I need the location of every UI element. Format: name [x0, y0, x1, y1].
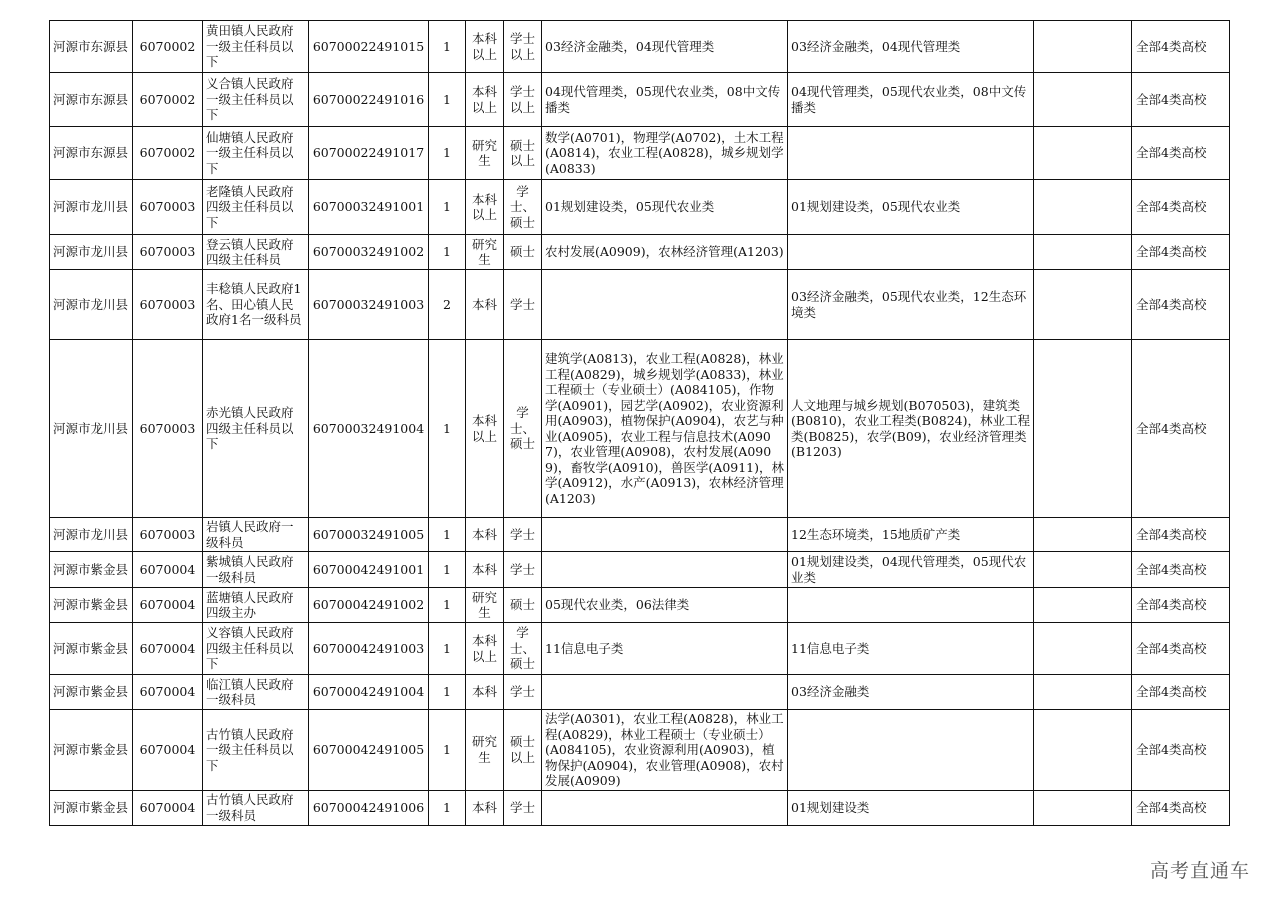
recruitment-table [49, 20, 1230, 826]
position-code-cell: 60700032491001 [309, 180, 429, 235]
employer-cell: 老隆镇人民政府四级主任科员以下 [203, 180, 309, 235]
school-requirement-cell: 全部4类高校 [1132, 552, 1230, 588]
position-code-cell: 60700032491005 [309, 518, 429, 552]
other-requirement-cell [1034, 73, 1132, 127]
other-requirement-cell [1034, 127, 1132, 180]
unit-code-cell: 6070004 [133, 588, 203, 623]
region-cell: 河源市紫金县 [50, 552, 133, 588]
other-requirement-cell [1034, 180, 1132, 235]
education-cell: 本科 [466, 675, 504, 710]
graduate-major-cell: 农村发展(A0909)，农林经济管理(A1203) [542, 235, 788, 270]
table-row [50, 270, 1230, 340]
other-requirement-cell [1034, 235, 1132, 270]
education-cell: 本科以上 [466, 623, 504, 675]
undergrad-major-cell [788, 710, 1034, 791]
degree-cell: 学士 [504, 518, 542, 552]
education-cell: 研究生 [466, 127, 504, 180]
degree-cell: 学士以上 [504, 73, 542, 127]
employer-cell: 登云镇人民政府四级主任科员 [203, 235, 309, 270]
region-cell: 河源市龙川县 [50, 518, 133, 552]
position-code-cell: 60700042491003 [309, 623, 429, 675]
table-row [50, 518, 1230, 552]
region-cell: 河源市东源县 [50, 21, 133, 73]
unit-code-cell: 6070002 [133, 127, 203, 180]
graduate-major-cell [542, 675, 788, 710]
unit-code-cell: 6070004 [133, 675, 203, 710]
hiring-count-cell: 1 [429, 235, 466, 270]
position-code-cell: 60700032491002 [309, 235, 429, 270]
position-code-cell: 60700022491016 [309, 73, 429, 127]
education-cell: 本科 [466, 518, 504, 552]
degree-cell: 硕士 [504, 588, 542, 623]
school-requirement-cell: 全部4类高校 [1132, 270, 1230, 340]
table-body [50, 21, 1230, 826]
degree-cell: 硕士 [504, 235, 542, 270]
position-code-cell: 60700042491004 [309, 675, 429, 710]
education-cell: 本科以上 [466, 340, 504, 518]
undergrad-major-cell: 12生态环境类，15地质矿产类 [788, 518, 1034, 552]
degree-cell: 学士 [504, 790, 542, 825]
region-cell: 河源市紫金县 [50, 588, 133, 623]
other-requirement-cell [1034, 623, 1132, 675]
employer-cell: 仙塘镇人民政府一级主任科员以下 [203, 127, 309, 180]
table-row [50, 235, 1230, 270]
table-row [50, 73, 1230, 127]
hiring-count-cell: 1 [429, 518, 466, 552]
employer-cell: 古竹镇人民政府一级主任科员以下 [203, 710, 309, 791]
employer-cell: 紫城镇人民政府一级科员 [203, 552, 309, 588]
undergrad-major-cell: 04现代管理类，05现代农业类，08中文传播类 [788, 73, 1034, 127]
undergrad-major-cell: 03经济金融类，05现代农业类，12生态环境类 [788, 270, 1034, 340]
education-cell: 研究生 [466, 235, 504, 270]
education-cell: 研究生 [466, 710, 504, 791]
undergrad-major-cell [788, 235, 1034, 270]
unit-code-cell: 6070003 [133, 518, 203, 552]
table-row [50, 790, 1230, 825]
graduate-major-cell [542, 518, 788, 552]
position-code-cell: 60700022491017 [309, 127, 429, 180]
position-code-cell: 60700032491003 [309, 270, 429, 340]
table-row [50, 180, 1230, 235]
graduate-major-cell [542, 790, 788, 825]
table-row [50, 710, 1230, 791]
position-code-cell: 60700022491015 [309, 21, 429, 73]
graduate-major-cell: 03经济金融类，04现代管理类 [542, 21, 788, 73]
school-requirement-cell: 全部4类高校 [1132, 623, 1230, 675]
hiring-count-cell: 1 [429, 623, 466, 675]
other-requirement-cell [1034, 518, 1132, 552]
graduate-major-cell: 04现代管理类，05现代农业类，08中文传播类 [542, 73, 788, 127]
hiring-count-cell: 1 [429, 127, 466, 180]
degree-cell: 硕士以上 [504, 710, 542, 791]
degree-cell: 学士以上 [504, 21, 542, 73]
unit-code-cell: 6070002 [133, 73, 203, 127]
table-row [50, 127, 1230, 180]
unit-code-cell: 6070003 [133, 270, 203, 340]
undergrad-major-cell [788, 588, 1034, 623]
graduate-major-cell: 01规划建设类，05现代农业类 [542, 180, 788, 235]
education-cell: 本科以上 [466, 180, 504, 235]
degree-cell: 学士 [504, 675, 542, 710]
education-cell: 本科 [466, 270, 504, 340]
hiring-count-cell: 1 [429, 21, 466, 73]
table-row [50, 675, 1230, 710]
hiring-count-cell: 1 [429, 710, 466, 791]
school-requirement-cell: 全部4类高校 [1132, 127, 1230, 180]
hiring-count-cell: 1 [429, 588, 466, 623]
region-cell: 河源市东源县 [50, 73, 133, 127]
region-cell: 河源市龙川县 [50, 270, 133, 340]
graduate-major-cell [542, 552, 788, 588]
other-requirement-cell [1034, 790, 1132, 825]
degree-cell: 学士、硕士 [504, 180, 542, 235]
undergrad-major-cell: 03经济金融类，04现代管理类 [788, 21, 1034, 73]
unit-code-cell: 6070004 [133, 710, 203, 791]
school-requirement-cell: 全部4类高校 [1132, 73, 1230, 127]
graduate-major-cell [542, 270, 788, 340]
table-row [50, 552, 1230, 588]
other-requirement-cell [1034, 710, 1132, 791]
undergrad-major-cell: 11信息电子类 [788, 623, 1034, 675]
region-cell: 河源市东源县 [50, 127, 133, 180]
region-cell: 河源市紫金县 [50, 790, 133, 825]
hiring-count-cell: 1 [429, 73, 466, 127]
unit-code-cell: 6070003 [133, 235, 203, 270]
degree-cell: 学士、硕士 [504, 340, 542, 518]
employer-cell: 古竹镇人民政府一级科员 [203, 790, 309, 825]
other-requirement-cell [1034, 340, 1132, 518]
undergrad-major-cell [788, 127, 1034, 180]
degree-cell: 学士、硕士 [504, 623, 542, 675]
school-requirement-cell: 全部4类高校 [1132, 235, 1230, 270]
school-requirement-cell: 全部4类高校 [1132, 790, 1230, 825]
school-requirement-cell: 全部4类高校 [1132, 180, 1230, 235]
employer-cell: 黄田镇人民政府一级主任科员以下 [203, 21, 309, 73]
graduate-major-cell: 建筑学(A0813)，农业工程(A0828)，林业工程(A0829)，城乡规划学(A0833)，林业工程硕士（专业硕士）(A084105)，作物学(A0901)，园艺学(A0902)，农业资源利用(A0903)，植物保护(A0904)，农艺与种业(A0905)，农业工程与信息技术(A0907)，农业管理(A0908)，农村发展(A0909)，畜牧学(A0910)，兽医学(A0911)，林学(A0912)，水产(A0913)，农林经济管理(A1203) [542, 340, 788, 518]
table-row [50, 340, 1230, 518]
education-cell: 本科以上 [466, 21, 504, 73]
employer-cell: 蓝塘镇人民政府四级主办 [203, 588, 309, 623]
school-requirement-cell: 全部4类高校 [1132, 588, 1230, 623]
unit-code-cell: 6070003 [133, 340, 203, 518]
hiring-count-cell: 1 [429, 552, 466, 588]
education-cell: 本科以上 [466, 73, 504, 127]
hiring-count-cell: 2 [429, 270, 466, 340]
hiring-count-cell: 1 [429, 340, 466, 518]
position-code-cell: 60700032491004 [309, 340, 429, 518]
unit-code-cell: 6070004 [133, 552, 203, 588]
other-requirement-cell [1034, 588, 1132, 623]
school-requirement-cell: 全部4类高校 [1132, 21, 1230, 73]
employer-cell: 赤光镇人民政府四级主任科员以下 [203, 340, 309, 518]
region-cell: 河源市紫金县 [50, 710, 133, 791]
unit-code-cell: 6070004 [133, 790, 203, 825]
employer-cell: 义容镇人民政府四级主任科员以下 [203, 623, 309, 675]
unit-code-cell: 6070003 [133, 180, 203, 235]
region-cell: 河源市龙川县 [50, 340, 133, 518]
watermark-text: 高考直通车 [1149, 860, 1250, 882]
employer-cell: 义合镇人民政府一级主任科员以下 [203, 73, 309, 127]
other-requirement-cell [1034, 21, 1132, 73]
undergrad-major-cell: 人文地理与城乡规划(B070503)，建筑类(B0810)，农业工程类(B0824)，林业工程类(B0825)，农学(B09)，农业经济管理类(B1203) [788, 340, 1034, 518]
other-requirement-cell [1034, 552, 1132, 588]
graduate-major-cell: 05现代农业类，06法律类 [542, 588, 788, 623]
school-requirement-cell: 全部4类高校 [1132, 675, 1230, 710]
other-requirement-cell [1034, 675, 1132, 710]
hiring-count-cell: 1 [429, 790, 466, 825]
undergrad-major-cell: 01规划建设类，04现代管理类，05现代农业类 [788, 552, 1034, 588]
degree-cell: 学士 [504, 270, 542, 340]
undergrad-major-cell: 01规划建设类 [788, 790, 1034, 825]
school-requirement-cell: 全部4类高校 [1132, 340, 1230, 518]
position-code-cell: 60700042491002 [309, 588, 429, 623]
position-code-cell: 60700042491001 [309, 552, 429, 588]
region-cell: 河源市龙川县 [50, 180, 133, 235]
region-cell: 河源市龙川县 [50, 235, 133, 270]
other-requirement-cell [1034, 270, 1132, 340]
hiring-count-cell: 1 [429, 180, 466, 235]
undergrad-major-cell: 03经济金融类 [788, 675, 1034, 710]
unit-code-cell: 6070004 [133, 623, 203, 675]
education-cell: 本科 [466, 552, 504, 588]
school-requirement-cell: 全部4类高校 [1132, 518, 1230, 552]
hiring-count-cell: 1 [429, 675, 466, 710]
undergrad-major-cell: 01规划建设类，05现代农业类 [788, 180, 1034, 235]
position-code-cell: 60700042491006 [309, 790, 429, 825]
table-row [50, 623, 1230, 675]
graduate-major-cell: 法学(A0301)，农业工程(A0828)，林业工程(A0829)，林业工程硕士（专业硕士）(A084105)，农业资源利用(A0903)，植物保护(A0904)，农业管理(A0908)，农村发展(A0909) [542, 710, 788, 791]
degree-cell: 学士 [504, 552, 542, 588]
education-cell: 研究生 [466, 588, 504, 623]
table-row [50, 21, 1230, 73]
education-cell: 本科 [466, 790, 504, 825]
table-row [50, 588, 1230, 623]
school-requirement-cell: 全部4类高校 [1132, 710, 1230, 791]
employer-cell: 丰稔镇人民政府1名、田心镇人民政府1名一级科员 [203, 270, 309, 340]
position-code-cell: 60700042491005 [309, 710, 429, 791]
employer-cell: 岩镇人民政府一级科员 [203, 518, 309, 552]
employer-cell: 临江镇人民政府一级科员 [203, 675, 309, 710]
region-cell: 河源市紫金县 [50, 623, 133, 675]
graduate-major-cell: 数学(A0701)，物理学(A0702)，土木工程(A0814)，农业工程(A0828)，城乡规划学(A0833) [542, 127, 788, 180]
degree-cell: 硕士以上 [504, 127, 542, 180]
graduate-major-cell: 11信息电子类 [542, 623, 788, 675]
unit-code-cell: 6070002 [133, 21, 203, 73]
region-cell: 河源市紫金县 [50, 675, 133, 710]
